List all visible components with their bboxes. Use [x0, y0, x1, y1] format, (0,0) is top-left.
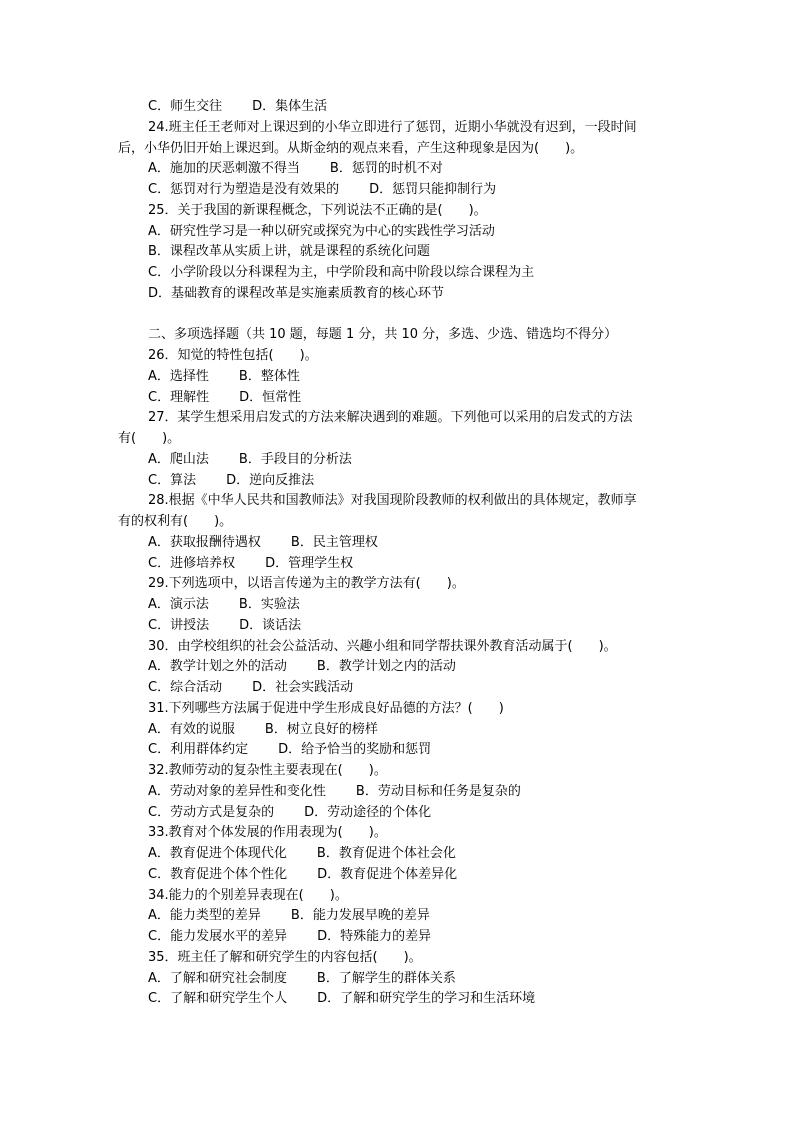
option-line: [118, 906, 678, 927]
option-line: [118, 740, 678, 761]
option-line: [118, 388, 678, 409]
line-text: 28.根据《中华人民共和国教师法》对我国现阶段教师的权利做出的具体规定，教师享: [148, 493, 637, 509]
text-line: [118, 263, 678, 284]
text-line: [118, 222, 678, 243]
text-line: [118, 118, 678, 139]
answer-option: A．有效的说服: [148, 721, 235, 737]
text-line: [118, 886, 678, 907]
text-line: [118, 346, 678, 367]
text-line: [118, 429, 678, 450]
text-line: [118, 574, 678, 595]
answer-option: D．谈话法: [239, 617, 302, 633]
answer-option: D．社会实践活动: [252, 680, 354, 695]
answer-option: A．教学计划之外的活动: [148, 659, 287, 675]
answer-option: A．劳动对象的差异性和变化性: [148, 783, 326, 799]
answer-option: C．算法: [148, 472, 197, 488]
text-line: [118, 325, 678, 346]
line-text: 26．知觉的特性包括( )。: [148, 348, 318, 363]
line-text: 二、多项选择题（共 10 题，每题 1 分，共 10 分，多选、少选、错选均不得分）: [148, 327, 618, 343]
option-line: [118, 844, 678, 865]
answer-option: C．能力发展水平的差异: [148, 929, 288, 944]
answer-option: B．教学计划之内的活动: [316, 659, 456, 675]
line-text: 25．关于我国的新课程概念，下列说法不正确的是( )。: [148, 202, 487, 218]
answer-option: C．综合活动: [148, 680, 223, 695]
option-line: [118, 97, 678, 118]
line-text: 有( )。: [118, 431, 181, 446]
answer-option: A．演示法: [148, 597, 209, 612]
line-text: 34.能力的个别差异表现在( )。: [148, 887, 348, 903]
answer-option: A．能力类型的差异: [148, 908, 261, 924]
text-line: [118, 201, 678, 222]
answer-option: B．民主管理权: [290, 534, 378, 550]
answer-option: D．特殊能力的差异: [317, 929, 432, 944]
answer-option: D．逆向反推法: [226, 472, 315, 488]
answer-option: D．了解和研究学生的学习和生活环境: [317, 991, 536, 1007]
answer-option: D．集体生活: [252, 99, 328, 114]
answer-option: C．进修培养权: [148, 555, 236, 571]
option-line: [118, 678, 678, 699]
line-text: 33.教育对个体发展的作用表现为( )。: [148, 825, 387, 841]
option-line: [118, 533, 678, 554]
option-line: [118, 367, 678, 388]
option-line: [118, 616, 678, 637]
option-line: [118, 554, 678, 575]
answer-option: C．理解性: [148, 389, 210, 405]
option-line: [118, 782, 678, 803]
line-text: 24.班主任王老师对上课迟到的小华立即进行了惩罚，近期小华就没有迟到，一段时间: [148, 119, 637, 135]
answer-option: D．劳动途径的个体化: [304, 804, 432, 820]
line-text: B．课程改革从实质上讲，就是课程的系统化问题: [148, 244, 430, 260]
line-text: 后，小华仍旧开始上课迟到。从斯金纳的观点来看，产生这种现象是因为( )。: [118, 140, 584, 156]
text-line: [118, 761, 678, 782]
answer-option: B．整体性: [238, 368, 300, 384]
document-page: [118, 97, 678, 1010]
text-line: [118, 408, 678, 429]
text-line: [118, 491, 678, 512]
line-text: A．研究性学习是一种以研究或探究为中心的实践性学习活动: [148, 223, 495, 239]
answer-option: D．管理学生权: [265, 555, 354, 571]
option-line: [118, 969, 678, 990]
option-line: [118, 657, 678, 678]
line-text: 32.教师劳动的复杂性主要表现在( )。: [148, 763, 387, 778]
option-line: [118, 595, 678, 616]
answer-option: D．教育促进个体差异化: [317, 866, 458, 882]
answer-option: B．了解学生的群体关系: [316, 970, 456, 986]
answer-option: C．教育促进个体个性化: [148, 866, 288, 882]
text-line: [118, 948, 678, 969]
option-line: [118, 927, 678, 948]
answer-option: A．施加的厌恶刺激不得当: [148, 161, 300, 177]
text-line: [118, 637, 678, 658]
answer-option: B．树立良好的榜样: [264, 721, 378, 737]
answer-option: C．惩罚对行为塑造是没有效果的: [148, 182, 340, 197]
answer-option: B．惩罚的时机不对: [329, 161, 443, 177]
answer-option: C．师生交往: [148, 99, 223, 114]
text-line: [118, 139, 678, 160]
line-text: 31.下列哪些方法属于促进中学生形成良好品德的方法？( ): [148, 700, 504, 716]
answer-option: A．教育促进个体现代化: [148, 846, 287, 861]
answer-option: C．了解和研究学生个人: [148, 991, 288, 1007]
line-text: 29.下列选项中，以语言传递为主的教学方法有( )。: [148, 576, 465, 592]
option-line: [118, 720, 678, 741]
answer-option: B．实验法: [238, 597, 300, 612]
option-line: [118, 471, 678, 492]
answer-option: D．惩罚只能抑制行为: [369, 182, 497, 197]
text-line: [118, 242, 678, 263]
line-text: 30．由学校组织的社会公益活动、兴趣小组和同学帮扶课外教育活动属于( )。: [148, 638, 617, 654]
text-line: [118, 305, 678, 326]
line-text: 35．班主任了解和研究学生的内容包括( )。: [148, 949, 422, 965]
option-line: [118, 989, 678, 1010]
answer-option: A．选择性: [148, 368, 209, 384]
answer-option: B．劳动目标和任务是复杂的: [355, 783, 521, 799]
line-text: C．小学阶段以分科课程为主，中学阶段和高中阶段以综合课程为主: [148, 265, 535, 280]
option-line: [118, 865, 678, 886]
answer-option: B．手段目的分析法: [238, 451, 352, 467]
answer-option: A．爬山法: [148, 451, 209, 467]
line-text: 有的权利有( )。: [118, 514, 233, 529]
text-line: [118, 823, 678, 844]
answer-option: B．能力发展早晚的差异: [290, 908, 430, 924]
answer-option: C．利用群体约定: [148, 742, 249, 758]
text-line: [118, 284, 678, 305]
text-line: [118, 699, 678, 720]
answer-option: A．了解和研究社会制度: [148, 970, 287, 986]
option-line: [118, 450, 678, 471]
answer-option: C．讲授法: [148, 617, 210, 633]
answer-option: D．给予恰当的奖励和惩罚: [278, 742, 432, 758]
option-line: [118, 803, 678, 824]
answer-option: B．教育促进个体社会化: [316, 846, 456, 861]
text-line: [118, 512, 678, 533]
line-text: D．基础教育的课程改革是实施素质教育的核心环节: [148, 285, 445, 301]
line-text: 27．某学生想采用启发式的方法来解决遇到的难题。下列他可以采用的启发式的方法: [148, 410, 633, 426]
answer-option: D．恒常性: [239, 389, 302, 405]
answer-option: C．劳动方式是复杂的: [148, 804, 275, 820]
option-line: [118, 159, 678, 180]
option-line: [118, 180, 678, 201]
answer-option: A．获取报酬待遇权: [148, 534, 261, 550]
